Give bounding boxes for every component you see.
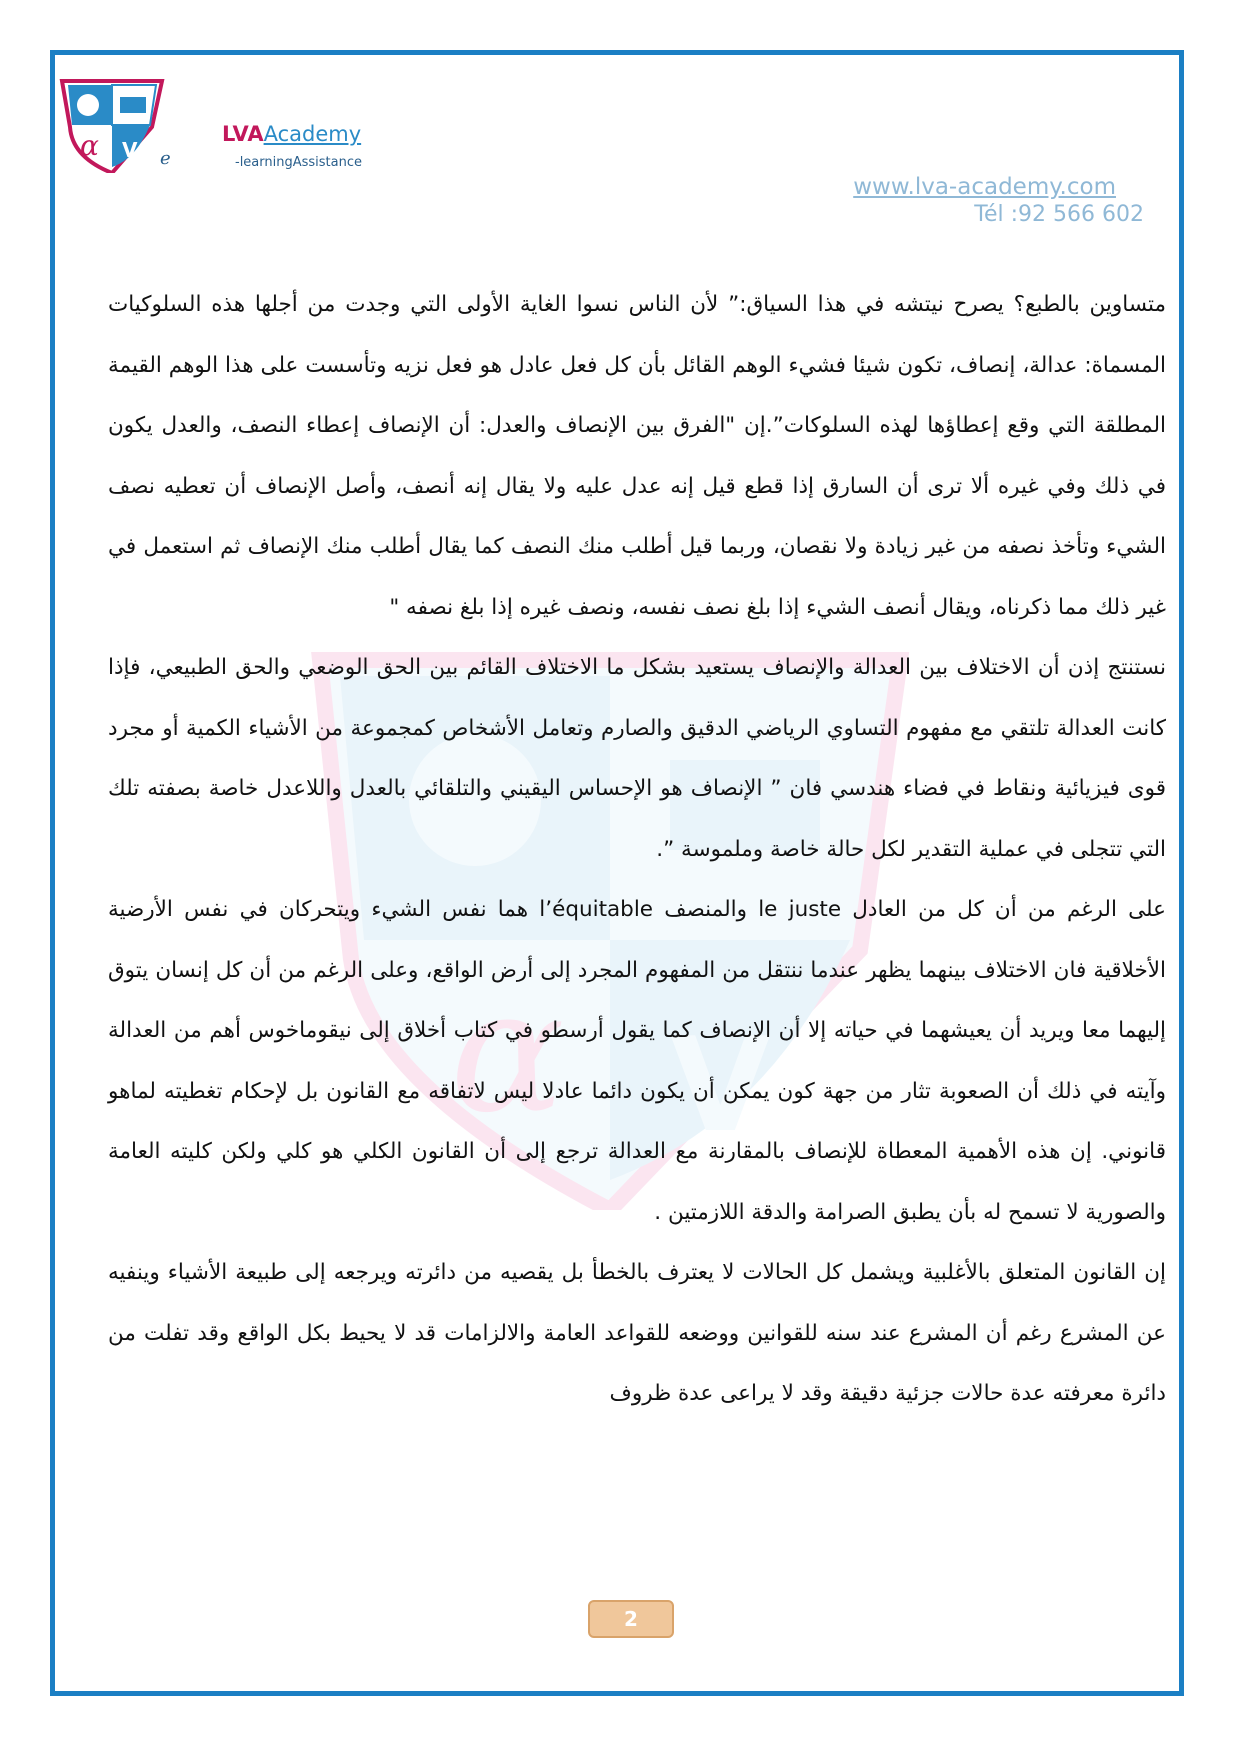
brand-subtitle: -learningAssistance xyxy=(235,155,362,170)
paragraph-3: على الرغم من أن كل من العادل le juste والمنصف l’équitable هما نفس الشيء ويتحركان في نفس الأرضية الأخلاقية فان الاختلاف بينهما يظهر عندما ننتقل من المفهوم المجرد إلى أرض الواقع، وعلى الرغم من أن كل إنسان يتوق إليهما معا ويريد أن يعيشهما في حياته إلا أن الإنصاف كما يقول أرسطو في كتاب أخلاق إلى نيقوماخوس أهم من العدالة وآيته في ذلك أن الصعوبة تثار من جهة كون يمكن أن يكون دائما عادلا ليس لاتفاقه مع القانون بل لإحكام تغطيته لماهو قانوني. إن هذه الأهمية المعطاة للإنصاف بالمقارنة مع العدالة ترجع إلى أن القانون الكلي هو كلي ولكن كليته العامة والصورية لا تسمح له بأن يطبق الصرامة والدقة اللازمتين . xyxy=(108,897,1166,1225)
svg-text:V: V xyxy=(670,1009,771,1161)
logo-letter-e: e xyxy=(160,148,171,169)
brand-academy: Academy xyxy=(263,122,362,146)
paragraph-2: نستنتج إذن أن الاختلاف بين العدالة والإنصاف يستعيد بشكل ما الاختلاف القائم بين الحق الوضعي والحق الطبيعي، فإذا كانت العدالة تلتقي مع مفهوم التساوي الرياضي الدقيق والصارم وتعامل الأشخاص كمجموعة من الأشياء الكمية أو مجرد قوى فيزيائية ونقاط في فضاء هندسي فان ” الإنصاف هو الإحساس اليقيني والتلقائي بالعدل واللاعدل خاصة بصفته تلك التي تتجلى في عملية التقدير لكل حالة خاصة وملموسة ”. xyxy=(108,655,1166,862)
brand-lva: LVA xyxy=(222,122,264,146)
brand-name xyxy=(222,122,361,146)
phone-number: Tél :92 566 602 xyxy=(974,202,1144,227)
svg-text:V: V xyxy=(122,138,138,162)
page-number-badge: 2 xyxy=(588,1600,674,1638)
paragraph-1: متساوين بالطبع؟ يصرح نيتشه في هذا السياق:” لأن الناس نسوا الغاية الأولى التي وجدت من أجلها هذه السلوكيات المسماة: عدالة، إنصاف، تكون شيئا فشيء الوهم القائل بأن كل فعل عادل هو فعل نزيه وتأسست على هذا الوهم القيمة المطلقة التي وقع إعطاؤها لهذه السلوكات”.إن "الفرق بين الإنصاف والعدل: أن الإنصاف إعطاء النصف، والعدل يكون في ذلك وفي غيره ألا ترى أن السارق إذا قطع قيل إنه عدل عليه ولا يقال إنه أنصف، وأصل الإنصاف أن تعطيه نصف الشيء وتأخذ نصفه من غير زيادة ولا نقصان، وربما قيل أطلب منك النصف كما يقال أطلب منك الإنصاف ثم استعمل في غير ذلك مما ذكرناه، ويقال أنصف الشيء إذا بلغ نصف نفسه، ونصف غيره إذا بلغ نصفه " xyxy=(108,292,1166,620)
website-link[interactable]: www.lva-academy.com xyxy=(853,174,1116,200)
paragraph-4: إن القانون المتعلق بالأغلبية ويشمل كل الحالات لا يعترف بالخطأ بل يقصيه من دائرته ويرجعه إلى طبيعة الأشياء وينفيه عن المشرع رغم أن المشرع عند سنه للقوانين ووضعه للقواعد العامة والالزامات قد لا يحيط بكل الواقع وقد تفلت من دائرة معرفته عدة حالات جزئية دقيقة وقد لا يراعى عدة ظروف xyxy=(108,1260,1166,1406)
article-body xyxy=(108,275,1166,1425)
svg-text:α: α xyxy=(450,953,565,1151)
svg-text:α: α xyxy=(80,129,99,162)
lva-shield-logo xyxy=(56,77,168,173)
